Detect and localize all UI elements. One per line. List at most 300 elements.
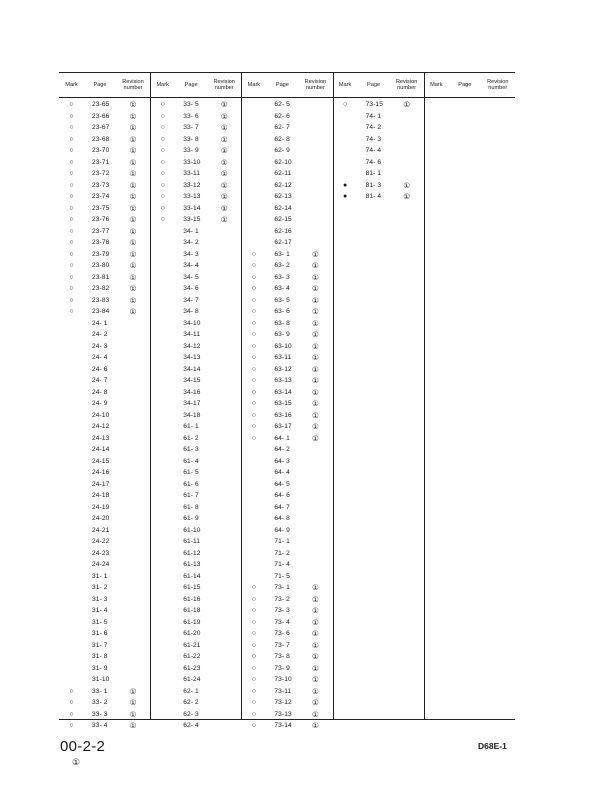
revision-cell: ① [129, 100, 137, 109]
page-cell: 71- 1 [274, 538, 290, 545]
mark-cell: ○ [69, 135, 74, 143]
page-cell: 74- 1 [365, 112, 382, 120]
table-row [150, 375, 241, 387]
page-cell: 24-22 [92, 538, 110, 545]
mark-cell: ○ [251, 400, 256, 407]
page-cell: 62- 1 [183, 687, 199, 695]
mark-cell: ○ [160, 204, 165, 212]
table-row [150, 513, 241, 525]
table-row [59, 720, 150, 732]
header-revision-number: Revision number [487, 78, 509, 91]
mark-cell: ○ [251, 319, 256, 327]
page-cell: 61- 4 [183, 457, 199, 465]
page-cell: 24-18 [92, 492, 110, 499]
page-cell: 61-11 [183, 538, 201, 545]
page-cell: 33-10 [183, 158, 201, 166]
mark-cell: ○ [251, 630, 256, 637]
page-cell: 62- 4 [183, 722, 199, 729]
mark-cell: ○ [251, 250, 256, 258]
page-cell: 34-18 [183, 411, 201, 419]
table-row [59, 467, 150, 479]
page-cell: 24- 4 [92, 354, 108, 361]
table-row [59, 617, 150, 629]
page-cell: 34-10 [183, 319, 201, 327]
revision-cell: ① [220, 203, 228, 213]
table-row [241, 663, 332, 675]
revision-cell: ① [220, 192, 228, 201]
page-cell: 73-15 [365, 101, 383, 108]
header-page: Page [184, 81, 198, 88]
table-row [59, 134, 150, 146]
page-cell: 23-81 [92, 273, 110, 281]
mark-cell: ○ [69, 262, 74, 269]
table-row [241, 502, 332, 514]
page-cell: 33- 4 [92, 722, 108, 729]
table-row [150, 145, 241, 157]
table-row [150, 157, 241, 169]
page-cell: 62-15 [274, 216, 292, 223]
table-row [241, 536, 332, 548]
mark-cell: ○ [69, 170, 74, 177]
table-row [241, 249, 332, 261]
table-row [150, 283, 241, 295]
page-cell: 24- 1 [92, 319, 108, 327]
mark-cell: ○ [251, 584, 256, 591]
page-cell: 24-17 [92, 480, 110, 488]
page-cell: 62-10 [274, 158, 292, 166]
table-row [241, 387, 332, 399]
page-cell: 74- 4 [365, 147, 382, 154]
revision-cell: ① [220, 157, 228, 167]
page-cell: 34- 1 [183, 227, 199, 235]
page-cell: 63- 9 [274, 331, 290, 338]
table-row [150, 203, 241, 215]
table-row [150, 249, 241, 261]
revision-cell: ① [129, 226, 137, 236]
page-cell: 33-14 [183, 204, 201, 212]
page-cell: 81- 1 [365, 170, 382, 177]
column-group [333, 73, 424, 719]
mark-cell: ○ [251, 618, 256, 626]
page-cell: 34- 3 [183, 250, 199, 258]
mark-cell: ○ [160, 135, 165, 143]
page-cell: 63-15 [274, 400, 292, 407]
table-row [59, 145, 150, 157]
mark-cell: ○ [160, 147, 165, 154]
table-row [150, 387, 241, 399]
table-row [241, 191, 332, 203]
mark-cell: ○ [251, 331, 256, 338]
table-row [333, 145, 424, 157]
mark-cell: ○ [251, 423, 256, 430]
page-cell: 61-24 [183, 676, 201, 683]
table-row [150, 191, 241, 203]
table-row [241, 226, 332, 238]
table-row [241, 525, 332, 537]
page-cell: 34- 7 [183, 296, 199, 304]
page-cell: 61-23 [183, 664, 201, 672]
revision-cell: ① [312, 617, 319, 627]
page-cell: 81- 3 [365, 181, 382, 189]
table-row [241, 214, 332, 226]
table-row [59, 99, 150, 111]
page-cell: 33-15 [183, 216, 201, 223]
table-row [150, 663, 241, 675]
table-row [150, 697, 241, 709]
revision-cell: ① [129, 157, 137, 167]
page-cell: 62- 9 [274, 147, 290, 154]
table-row [59, 272, 150, 284]
page-cell: 73- 2 [274, 595, 290, 603]
table-row [150, 548, 241, 560]
mark-cell: ○ [160, 112, 165, 120]
mark-cell: ○ [251, 342, 256, 350]
table-row [59, 444, 150, 456]
page-cell: 24- 8 [92, 388, 108, 396]
table-row [241, 421, 332, 433]
table-row [150, 306, 241, 318]
page-cell: 23-65 [92, 101, 110, 108]
page-cell: 73- 9 [274, 664, 290, 672]
table-row [150, 502, 241, 514]
page-number: 00-2-2 [60, 738, 106, 755]
revision-cell: ① [312, 376, 319, 385]
revision-cell: ① [129, 261, 137, 270]
table-row [241, 444, 332, 456]
page-cell: 62-12 [274, 181, 292, 189]
table-row [241, 122, 332, 134]
page-cell: 73-11 [274, 687, 292, 695]
page-cell: 31- 2 [92, 584, 108, 591]
table-row [241, 145, 332, 157]
mark-cell: ○ [251, 308, 256, 315]
revision-cell: ① [312, 652, 319, 661]
table-row [150, 720, 241, 732]
page-cell: 61-13 [183, 561, 201, 568]
mark-cell: ○ [69, 308, 74, 315]
table-row [241, 260, 332, 272]
table-row [241, 456, 332, 468]
table-row [150, 490, 241, 502]
table-row [241, 398, 332, 410]
page-cell: 34-11 [183, 331, 201, 338]
page-cell: 62- 3 [183, 710, 199, 718]
page-cell: 64- 2 [274, 446, 290, 453]
table-row [150, 559, 241, 571]
mark-cell: ○ [69, 710, 74, 718]
table-row [241, 157, 332, 169]
page-cell: 34-14 [183, 365, 201, 373]
revision-cell: ① [312, 364, 319, 374]
page-cell: 71- 4 [274, 561, 290, 568]
table-row [59, 306, 150, 318]
page-cell: 73- 4 [274, 618, 290, 626]
table-row [59, 157, 150, 169]
mark-cell: ○ [251, 377, 256, 384]
table-row [241, 548, 332, 560]
mark-cell: ○ [69, 147, 74, 154]
mark-cell: ○ [251, 262, 256, 269]
table-row [150, 410, 241, 422]
mark-cell: ○ [251, 687, 256, 695]
page-cell: 63-13 [274, 377, 292, 384]
mark-cell: ○ [251, 722, 256, 729]
table-row [241, 341, 332, 353]
page-cell: 34- 6 [183, 285, 199, 292]
page-cell: 33-11 [183, 170, 201, 177]
revision-cell: ① [129, 698, 137, 707]
mark-cell: ○ [69, 193, 74, 200]
page-cell: 61-15 [183, 584, 201, 591]
page-cell: 31- 8 [92, 653, 108, 660]
table-row [59, 640, 150, 652]
mark-cell: ○ [69, 112, 74, 120]
table-row [241, 686, 332, 698]
page-cell: 62- 6 [274, 112, 290, 120]
header-page: Page [367, 81, 381, 88]
table-row [241, 605, 332, 617]
table-row [150, 594, 241, 606]
table-row [241, 237, 332, 249]
page-cell: 73- 7 [274, 641, 290, 649]
table-row [150, 421, 241, 433]
table-row [333, 134, 424, 146]
table-row [333, 191, 424, 203]
revision-cell: ① [312, 272, 319, 282]
page-cell: 31- 7 [92, 641, 108, 649]
header-page: Page [93, 81, 107, 88]
revision-cell: ① [312, 399, 319, 408]
table-row [59, 295, 150, 307]
mark-cell: ● [342, 193, 348, 200]
revision-cell: ① [312, 410, 319, 420]
mark-cell: ○ [69, 239, 74, 246]
table-row [150, 582, 241, 594]
table-row [150, 272, 241, 284]
page-cell: 61-16 [183, 595, 201, 603]
column-group [59, 73, 150, 730]
page-cell: 34-16 [183, 388, 201, 396]
table-row [241, 134, 332, 146]
page-cell: 34-12 [183, 342, 201, 350]
table-row [150, 709, 241, 721]
page-cell: 64- 9 [274, 526, 290, 534]
table-row [59, 456, 150, 468]
table-row [241, 628, 332, 640]
mark-cell: ○ [160, 170, 165, 177]
page-cell: 62-17 [274, 239, 292, 246]
page-cell: 62-14 [274, 204, 292, 212]
page-cell: 61-12 [183, 549, 201, 557]
table-row [59, 226, 150, 238]
page-cell: 64- 8 [274, 515, 290, 522]
table-row [241, 329, 332, 341]
table-row [59, 628, 150, 640]
page-cell: 73-14 [274, 722, 292, 729]
revision-cell: ① [129, 180, 137, 190]
revision-cell: ① [403, 180, 410, 190]
page-cell: 61-19 [183, 618, 201, 626]
table-row [241, 375, 332, 387]
revision-cell: ① [312, 686, 319, 696]
table-row [59, 168, 150, 180]
page-cell: 63- 5 [274, 296, 290, 304]
revision-cell: ① [129, 238, 137, 247]
page-cell: 33- 8 [183, 135, 199, 143]
revision-cell: ① [220, 169, 228, 178]
header-mark: Mark [430, 81, 443, 88]
table-row [150, 134, 241, 146]
table-row [241, 720, 332, 732]
mark-cell: ○ [160, 181, 165, 189]
page-cell: 34- 4 [183, 262, 199, 269]
table-row [241, 479, 332, 491]
table-row [150, 180, 241, 192]
page-cell: 33- 9 [183, 147, 199, 154]
mark-cell: ○ [160, 158, 165, 166]
header-page: Page [458, 81, 472, 88]
page-cell: 61-22 [183, 653, 201, 660]
page-cell: 61- 9 [183, 515, 199, 522]
page-cell: 23-76 [92, 216, 110, 223]
page-cell: 63- 8 [274, 319, 290, 327]
page-cell: 23-80 [92, 262, 110, 269]
mark-cell: ○ [69, 699, 74, 706]
revision-cell: ① [312, 663, 319, 673]
page-cell: 63- 3 [274, 273, 290, 281]
table-row [59, 318, 150, 330]
table-row [59, 122, 150, 134]
page-cell: 61- 8 [183, 503, 199, 511]
page-cell: 23-83 [92, 296, 110, 304]
page-cell: 23-72 [92, 170, 110, 177]
table-row [59, 502, 150, 514]
table-row [150, 398, 241, 410]
page-cell: 62- 5 [274, 101, 290, 108]
page-cell: 63- 4 [274, 285, 290, 292]
revision-cell: ① [129, 146, 137, 155]
page-cell: 23-79 [92, 250, 110, 258]
table-row [150, 444, 241, 456]
table-row [59, 191, 150, 203]
revision-cell: ① [312, 353, 319, 362]
page-cell: 33- 7 [183, 124, 199, 131]
table-row [59, 341, 150, 353]
table-row [150, 352, 241, 364]
table-row [241, 272, 332, 284]
page-cell: 34- 5 [183, 273, 199, 281]
table-row [241, 709, 332, 721]
mark-cell: ○ [69, 101, 74, 108]
table-row [150, 525, 241, 537]
column-group [150, 73, 241, 729]
table-row [59, 421, 150, 433]
page-cell: 74- 2 [365, 124, 382, 131]
page-cell: 63-17 [274, 423, 292, 430]
table-row [150, 617, 241, 629]
table-row [150, 341, 241, 353]
table-row [333, 111, 424, 123]
table-row [241, 306, 332, 318]
table-row [241, 467, 332, 479]
table-row [59, 329, 150, 341]
page-cell: 74- 3 [365, 135, 382, 143]
page-cell: 73- 6 [274, 630, 290, 637]
revision-table [59, 72, 515, 730]
column-group [241, 73, 332, 730]
table-row [241, 640, 332, 652]
page-cell: 33- 6 [183, 112, 199, 120]
revision-cell: ① [312, 583, 319, 592]
table-row [59, 260, 150, 272]
page-cell: 71- 5 [274, 572, 290, 580]
page-cell: 33- 5 [183, 101, 199, 108]
page-cell: 73- 3 [274, 607, 290, 614]
table-row [150, 536, 241, 548]
page-cell: 23-74 [92, 193, 110, 200]
table-row [150, 111, 241, 123]
table-row [150, 628, 241, 640]
page-cell: 73- 1 [274, 584, 290, 591]
page-cell: 23-67 [92, 124, 110, 131]
mark-cell: ○ [251, 595, 256, 603]
revision-cell: ① [220, 123, 228, 132]
page-cell: 61-18 [183, 607, 201, 614]
revision-cell: ① [129, 215, 137, 224]
page-cell: 61-14 [183, 572, 201, 580]
mark-cell: ○ [251, 676, 256, 683]
revision-cell: ① [129, 203, 137, 213]
revision-cell: ① [312, 629, 319, 638]
page-cell: 23-75 [92, 204, 110, 212]
table-row [241, 559, 332, 571]
page-cell: 71- 2 [274, 549, 290, 557]
page-cell: 24- 9 [92, 400, 108, 407]
table-row [150, 651, 241, 663]
page-cell: 24-12 [92, 423, 110, 430]
revision-cell: ① [220, 134, 228, 144]
header-mark: Mark [156, 81, 169, 88]
table-row [59, 594, 150, 606]
table-row [59, 364, 150, 376]
table-row [241, 203, 332, 215]
mark-cell: ○ [69, 687, 74, 695]
table-row [59, 214, 150, 226]
table-row [241, 364, 332, 376]
table-row [59, 387, 150, 399]
table-row [59, 180, 150, 192]
page-cell: 24- 6 [92, 365, 108, 373]
table-row [150, 364, 241, 376]
page-cell: 64- 7 [274, 503, 290, 511]
table-row [59, 375, 150, 387]
mark-cell: ○ [69, 273, 74, 281]
table-row [333, 122, 424, 134]
mark-cell: ○ [251, 699, 256, 706]
revision-cell: ① [312, 330, 319, 339]
header-mark: Mark [247, 81, 261, 88]
table-row [150, 329, 241, 341]
table-row [59, 352, 150, 364]
revision-cell: ① [129, 123, 137, 132]
page-cell: 61- 1 [183, 423, 199, 430]
revision-cell: ① [312, 295, 319, 305]
revision-cell: ① [312, 433, 319, 443]
page-cell: 24-14 [92, 446, 110, 453]
header-page: Page [275, 81, 289, 88]
table-row [59, 513, 150, 525]
page-cell: 62-13 [274, 193, 292, 200]
